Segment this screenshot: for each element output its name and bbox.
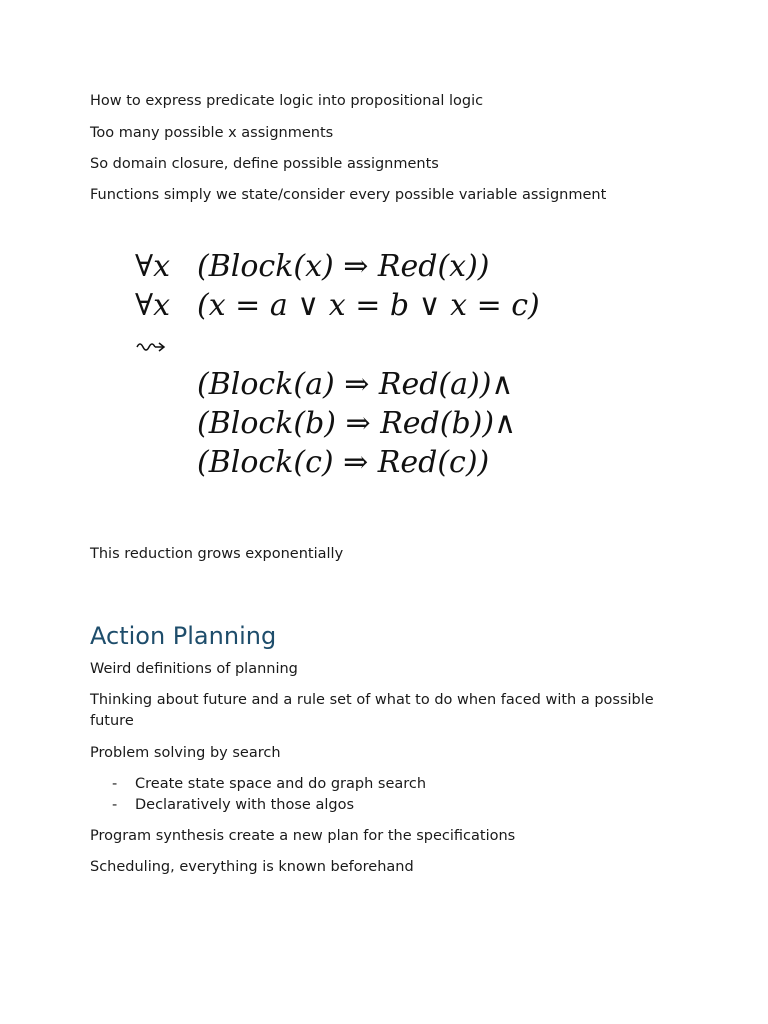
list-item-text: Declaratively with those algos [135, 797, 355, 813]
note-line: This reduction grows exponentially [90, 546, 344, 562]
formula-expression: (x = a ∨ x = b ∨ x = c) [197, 288, 540, 323]
paragraph: Scheduling, everything is known beforehand [90, 859, 414, 875]
note-line: So domain closure, define possible assignments [90, 156, 439, 172]
formula-expression: (Block(x) ⇒ Red(x)) [197, 249, 490, 284]
paragraph: Weird definitions of planning [90, 661, 298, 677]
formula-expansion: (Block(a) ⇒ Red(a))∧ [197, 367, 514, 402]
note-line: Too many possible x assignments [90, 125, 334, 141]
forall-quantifier: ∀x [135, 249, 171, 284]
logic-formula-image [135, 240, 595, 500]
forall-quantifier: ∀x [135, 288, 171, 323]
paragraph: Problem solving by search [90, 745, 281, 761]
bullet-list [90, 774, 426, 816]
paragraph: Thinking about future and a rule set of what to do when faced with a possible future [90, 692, 654, 729]
list-item [90, 774, 426, 795]
formula-expansion: (Block(c) ⇒ Red(c)) [197, 445, 490, 480]
formula-expansion: (Block(b) ⇒ Red(b))∧ [197, 406, 517, 441]
leads-to-icon [135, 336, 167, 356]
section-heading: Action Planning [90, 622, 277, 650]
list-item-text: Create state space and do graph search [135, 776, 427, 792]
list-item [90, 795, 426, 816]
note-line: How to express predicate logic into propositional logic [90, 93, 484, 109]
note-line: Functions simply we state/consider every possible variable assignment [90, 187, 607, 203]
bullet-dash: - [112, 797, 118, 813]
paragraph: Program synthesis create a new plan for the specifications [90, 828, 516, 844]
bullet-dash: - [112, 776, 118, 792]
